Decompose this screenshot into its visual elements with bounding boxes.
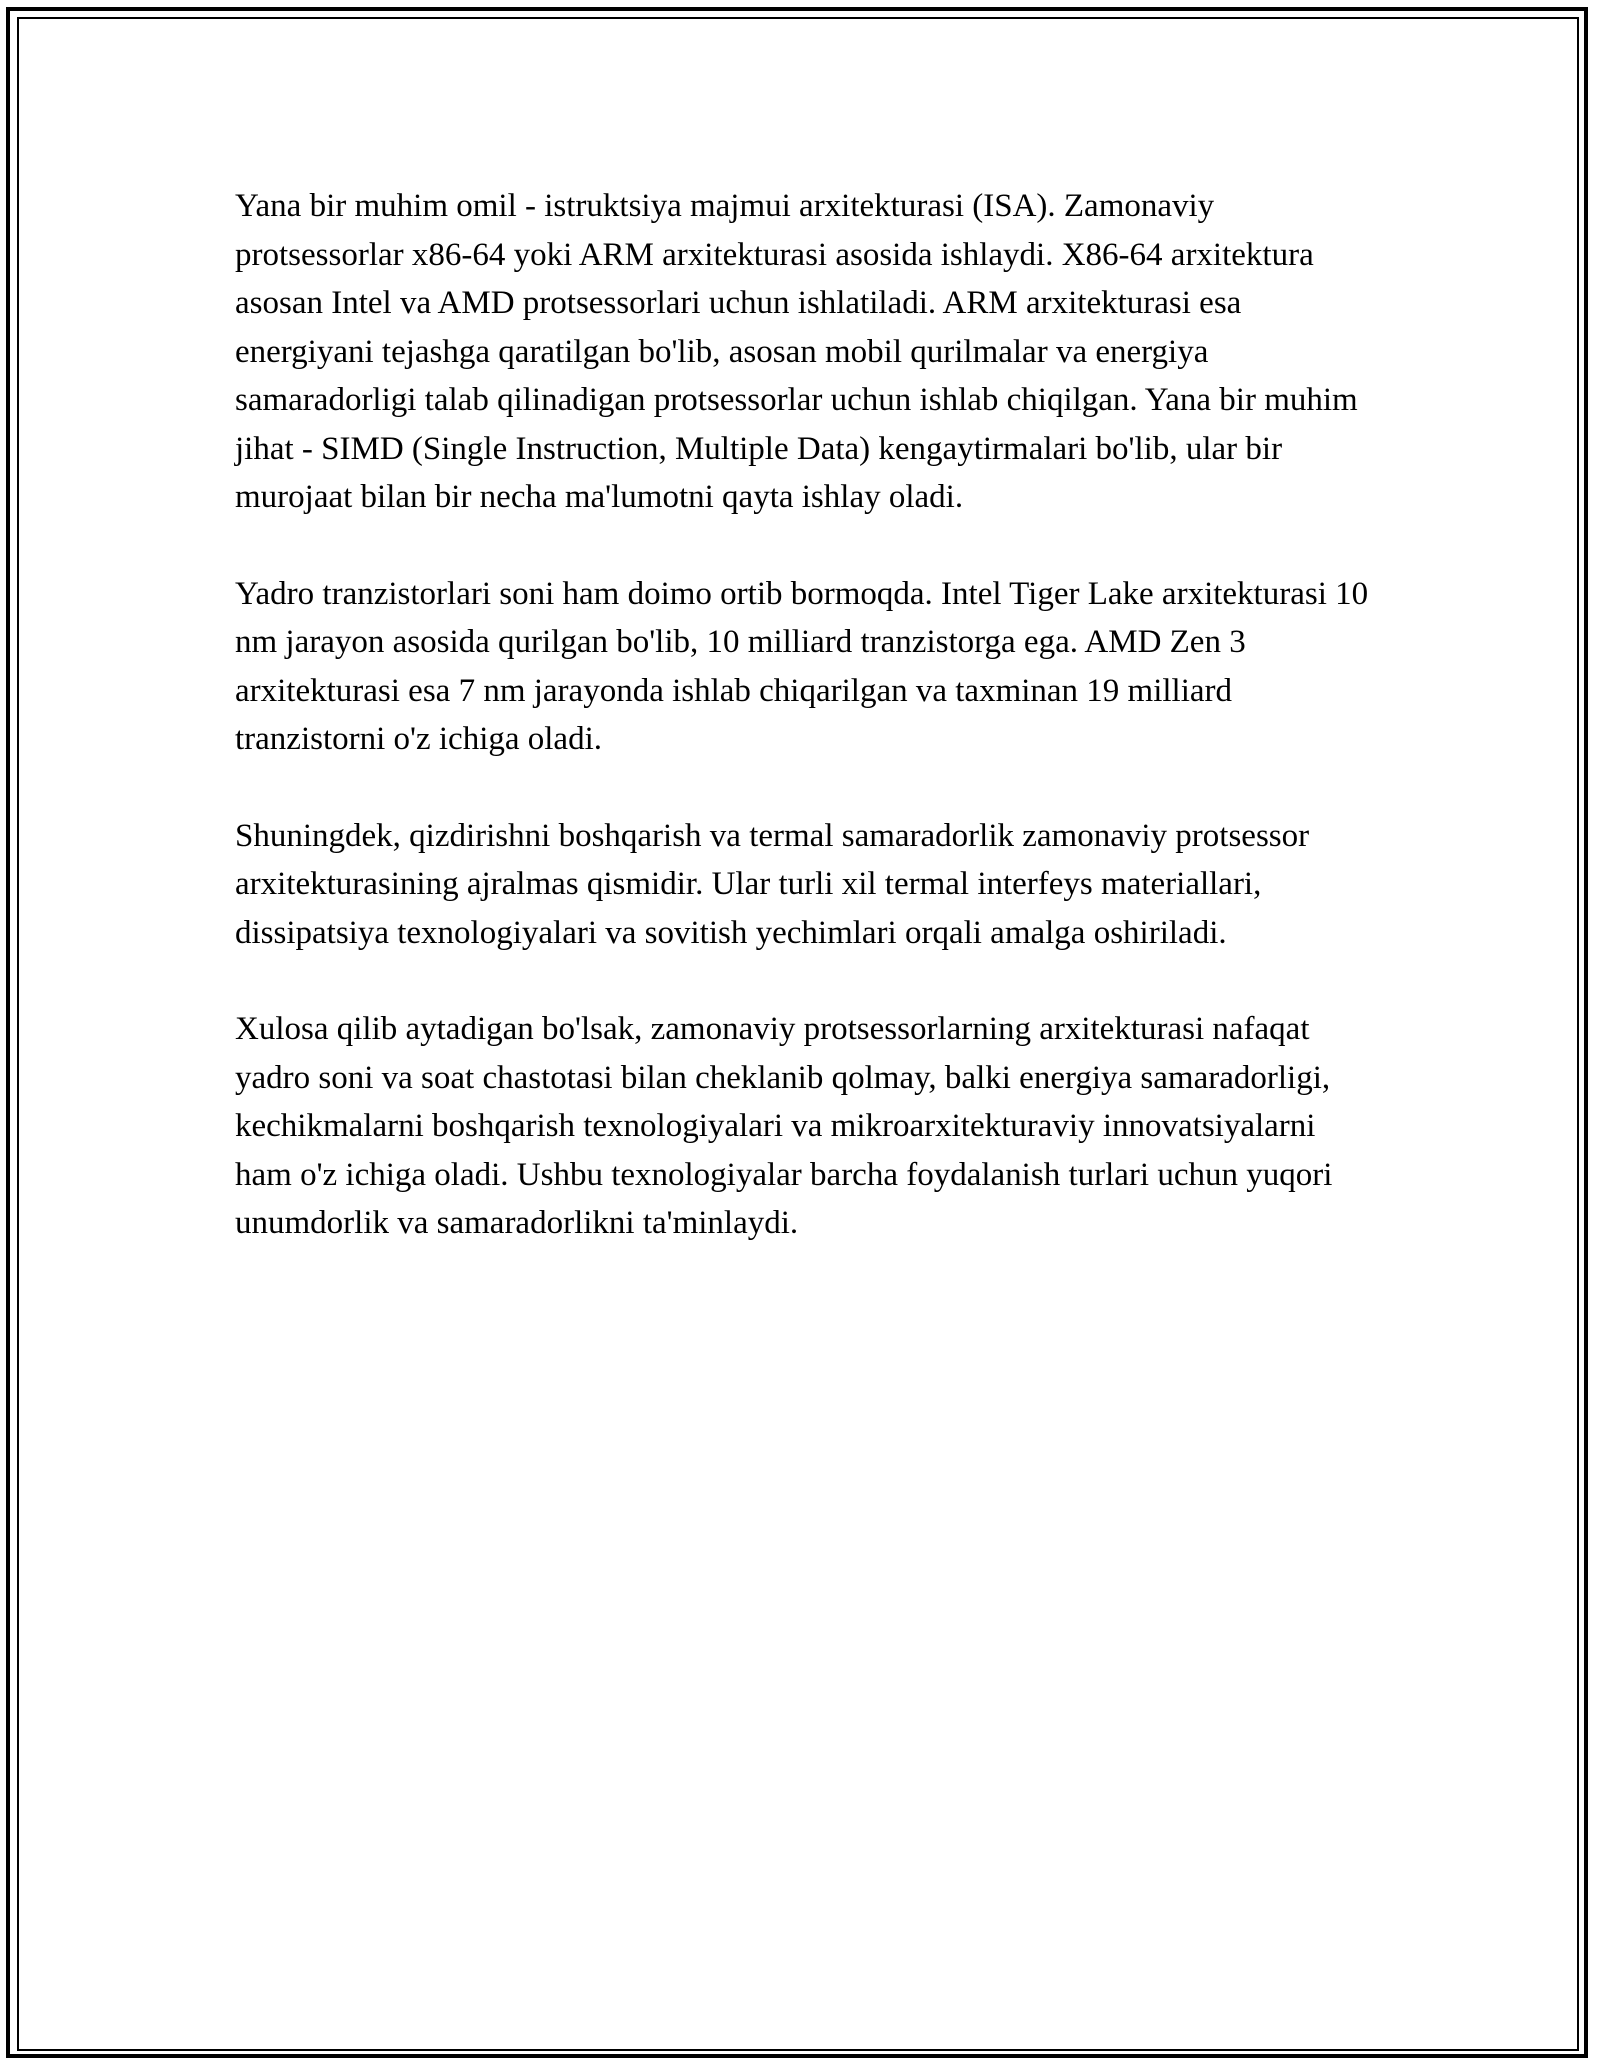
paragraph-thermal: Shuningdek, qizdirishni boshqarish va termal samaradorlik zamonaviy protsessor arxitekturasining ajralmas qismidir. Ular turli xil termal interfeys materiallari, dissipatsiya texnologiyalari va sovitish yechimlari orqali amalga oshiriladi.: [235, 817, 1310, 951]
paragraph-transistors: Yadro tranzistorlari soni ham doimo ortib bormoqda. Intel Tiger Lake arxitekturasi 10 nm jarayon asosida qurilgan bo'lib, 10 milliard tranzistorga ega. AMD Zen 3 arxitekturasi esa 7 nm jarayonda ishlab chiqarilgan va taxminan 19 milliard tranzistorni o'z ichiga oladi.: [235, 575, 1369, 757]
paragraph-isa: Yana bir muhim omil - istruktsiya majmui arxitekturasi (ISA). Zamonaviy protsessorlar x86-64 yoki ARM arxitekturasi asosida ishlaydi. X86-64 arxitektura asosan Intel va AMD protsessorlari uchun ishlatiladi. ARM arxitekturasi esa energiyani tejashga qaratilgan bo'lib, asosan mobil qurilmalar va energiya samaradorligi talab qilinadigan protsessorlar uchun ishlab chiqilgan. Yana bir muhim jihat - SIMD (Single Instruction, Multiple Data) kengaytirmalari bo'lib, ular bir murojaat bilan bir necha ma'lumotni qayta ishlay oladi.: [235, 188, 1358, 515]
document-body: [235, 182, 1375, 1296]
paragraph-conclusion: Xulosa qilib aytadigan bo'lsak, zamonaviy protsessorlarning arxitekturasi nafaqat yadro soni va soat chastotasi bilan cheklanib qolmay, balki energiya samaradorligi, kechikmalarni boshqarish texnologiyalari va mikroarxitekturaviy innovatsiyalarni ham o'z ichiga oladi. Ushbu texnologiyalar barcha foydalanish turlari uchun yuqori unumdorlik va samaradorlikni ta'minlaydi.: [235, 1011, 1333, 1241]
